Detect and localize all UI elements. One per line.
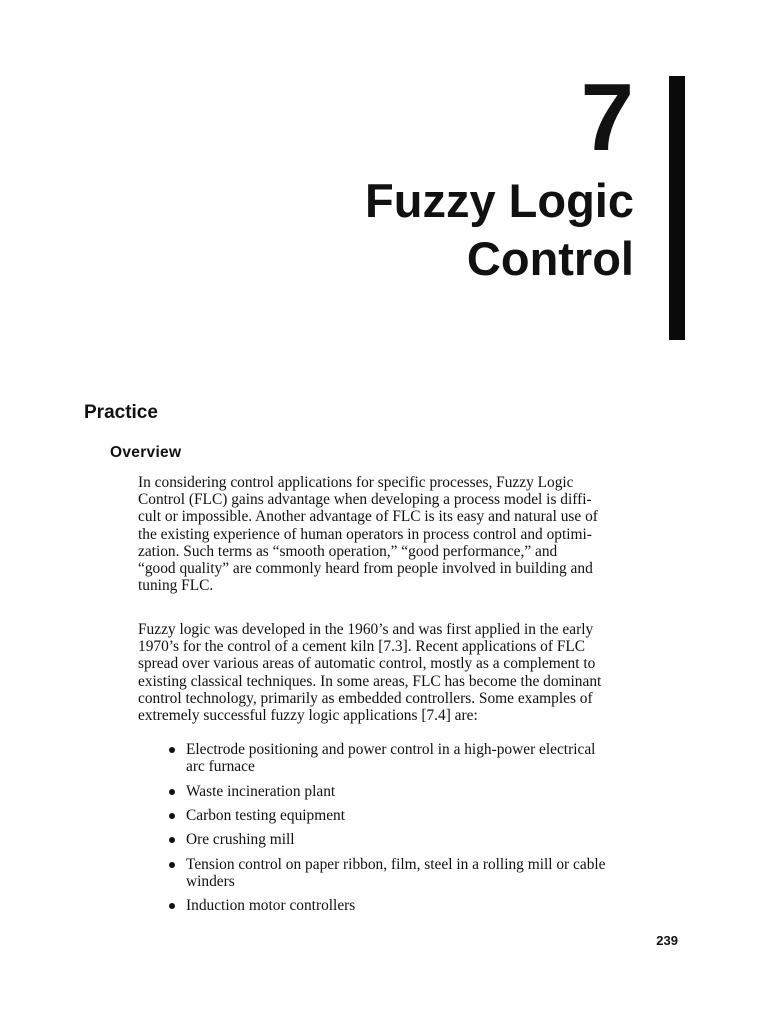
list-item	[166, 741, 686, 775]
bullet-icon	[169, 789, 175, 795]
list-item-line: Electrode positioning and power control in a high-power electrical	[186, 741, 596, 758]
chapter-title	[365, 172, 634, 288]
chapter-title-line: Control	[466, 232, 634, 285]
chapter-title-line: Fuzzy Logic	[365, 174, 634, 227]
subsection-heading: Overview	[110, 444, 182, 461]
list-item-line: winders	[186, 872, 235, 890]
paragraph-line: In considering control applications for specific processes, Fuzzy Logic	[138, 474, 574, 491]
bullet-icon	[169, 903, 175, 909]
paragraph-line: the existing experience of human operators in process control and optimi-	[138, 525, 592, 543]
list-item-line: Waste incineration plant	[186, 782, 336, 800]
paragraph-line: tuning FLC.	[138, 577, 214, 595]
list-item	[166, 856, 686, 890]
paragraph	[138, 474, 598, 594]
list-item-line: Carbon testing equipment	[186, 806, 346, 824]
paragraph-line: existing classical techniques. In some areas, FLC has become the dominant	[138, 672, 602, 690]
list-item-line: Tension control on paper ribbon, film, steel in a rolling mill or cable	[186, 855, 606, 873]
section-heading: Practice	[84, 402, 158, 423]
application-list	[166, 741, 686, 922]
list-item	[166, 783, 686, 800]
list-item-line: Induction motor controllers	[186, 897, 356, 915]
paragraph-line: spread over various areas of automatic control, mostly as a complement to	[138, 655, 596, 673]
list-item	[166, 897, 686, 914]
bullet-icon	[169, 862, 175, 868]
paragraph-line: zation. Such terms as “smooth operation,” “good performance,” and	[138, 542, 558, 560]
bullet-icon	[169, 837, 175, 843]
paragraph-line: 1970’s for the control of a cement kiln [7.3]. Recent applications of FLC	[138, 638, 586, 656]
paragraph	[138, 621, 601, 724]
chapter-marker-bar	[669, 76, 685, 340]
paragraph-line: “good quality” are commonly heard from people involved in building and	[138, 560, 593, 578]
list-item	[166, 807, 686, 824]
chapter-number: 7	[580, 64, 634, 171]
list-item	[166, 831, 686, 848]
page-number: 239	[656, 933, 678, 948]
paragraph-line: extremely successful fuzzy logic applications [7.4] are:	[138, 707, 478, 725]
paragraph-line: Control (FLC) gains advantage when developing a process model is diffi-	[138, 491, 592, 509]
paragraph-line: control technology, primarily as embedded controllers. Some examples of	[138, 689, 593, 707]
list-item-line: Ore crushing mill	[186, 831, 295, 849]
list-item-line: arc furnace	[186, 758, 255, 776]
bullet-icon	[169, 747, 175, 753]
bullet-icon	[169, 813, 175, 819]
paragraph-line: cult or impossible. Another advantage of FLC is its easy and natural use of	[138, 508, 598, 526]
paragraph-line: Fuzzy logic was developed in the 1960’s and was first applied in the early	[138, 621, 594, 638]
